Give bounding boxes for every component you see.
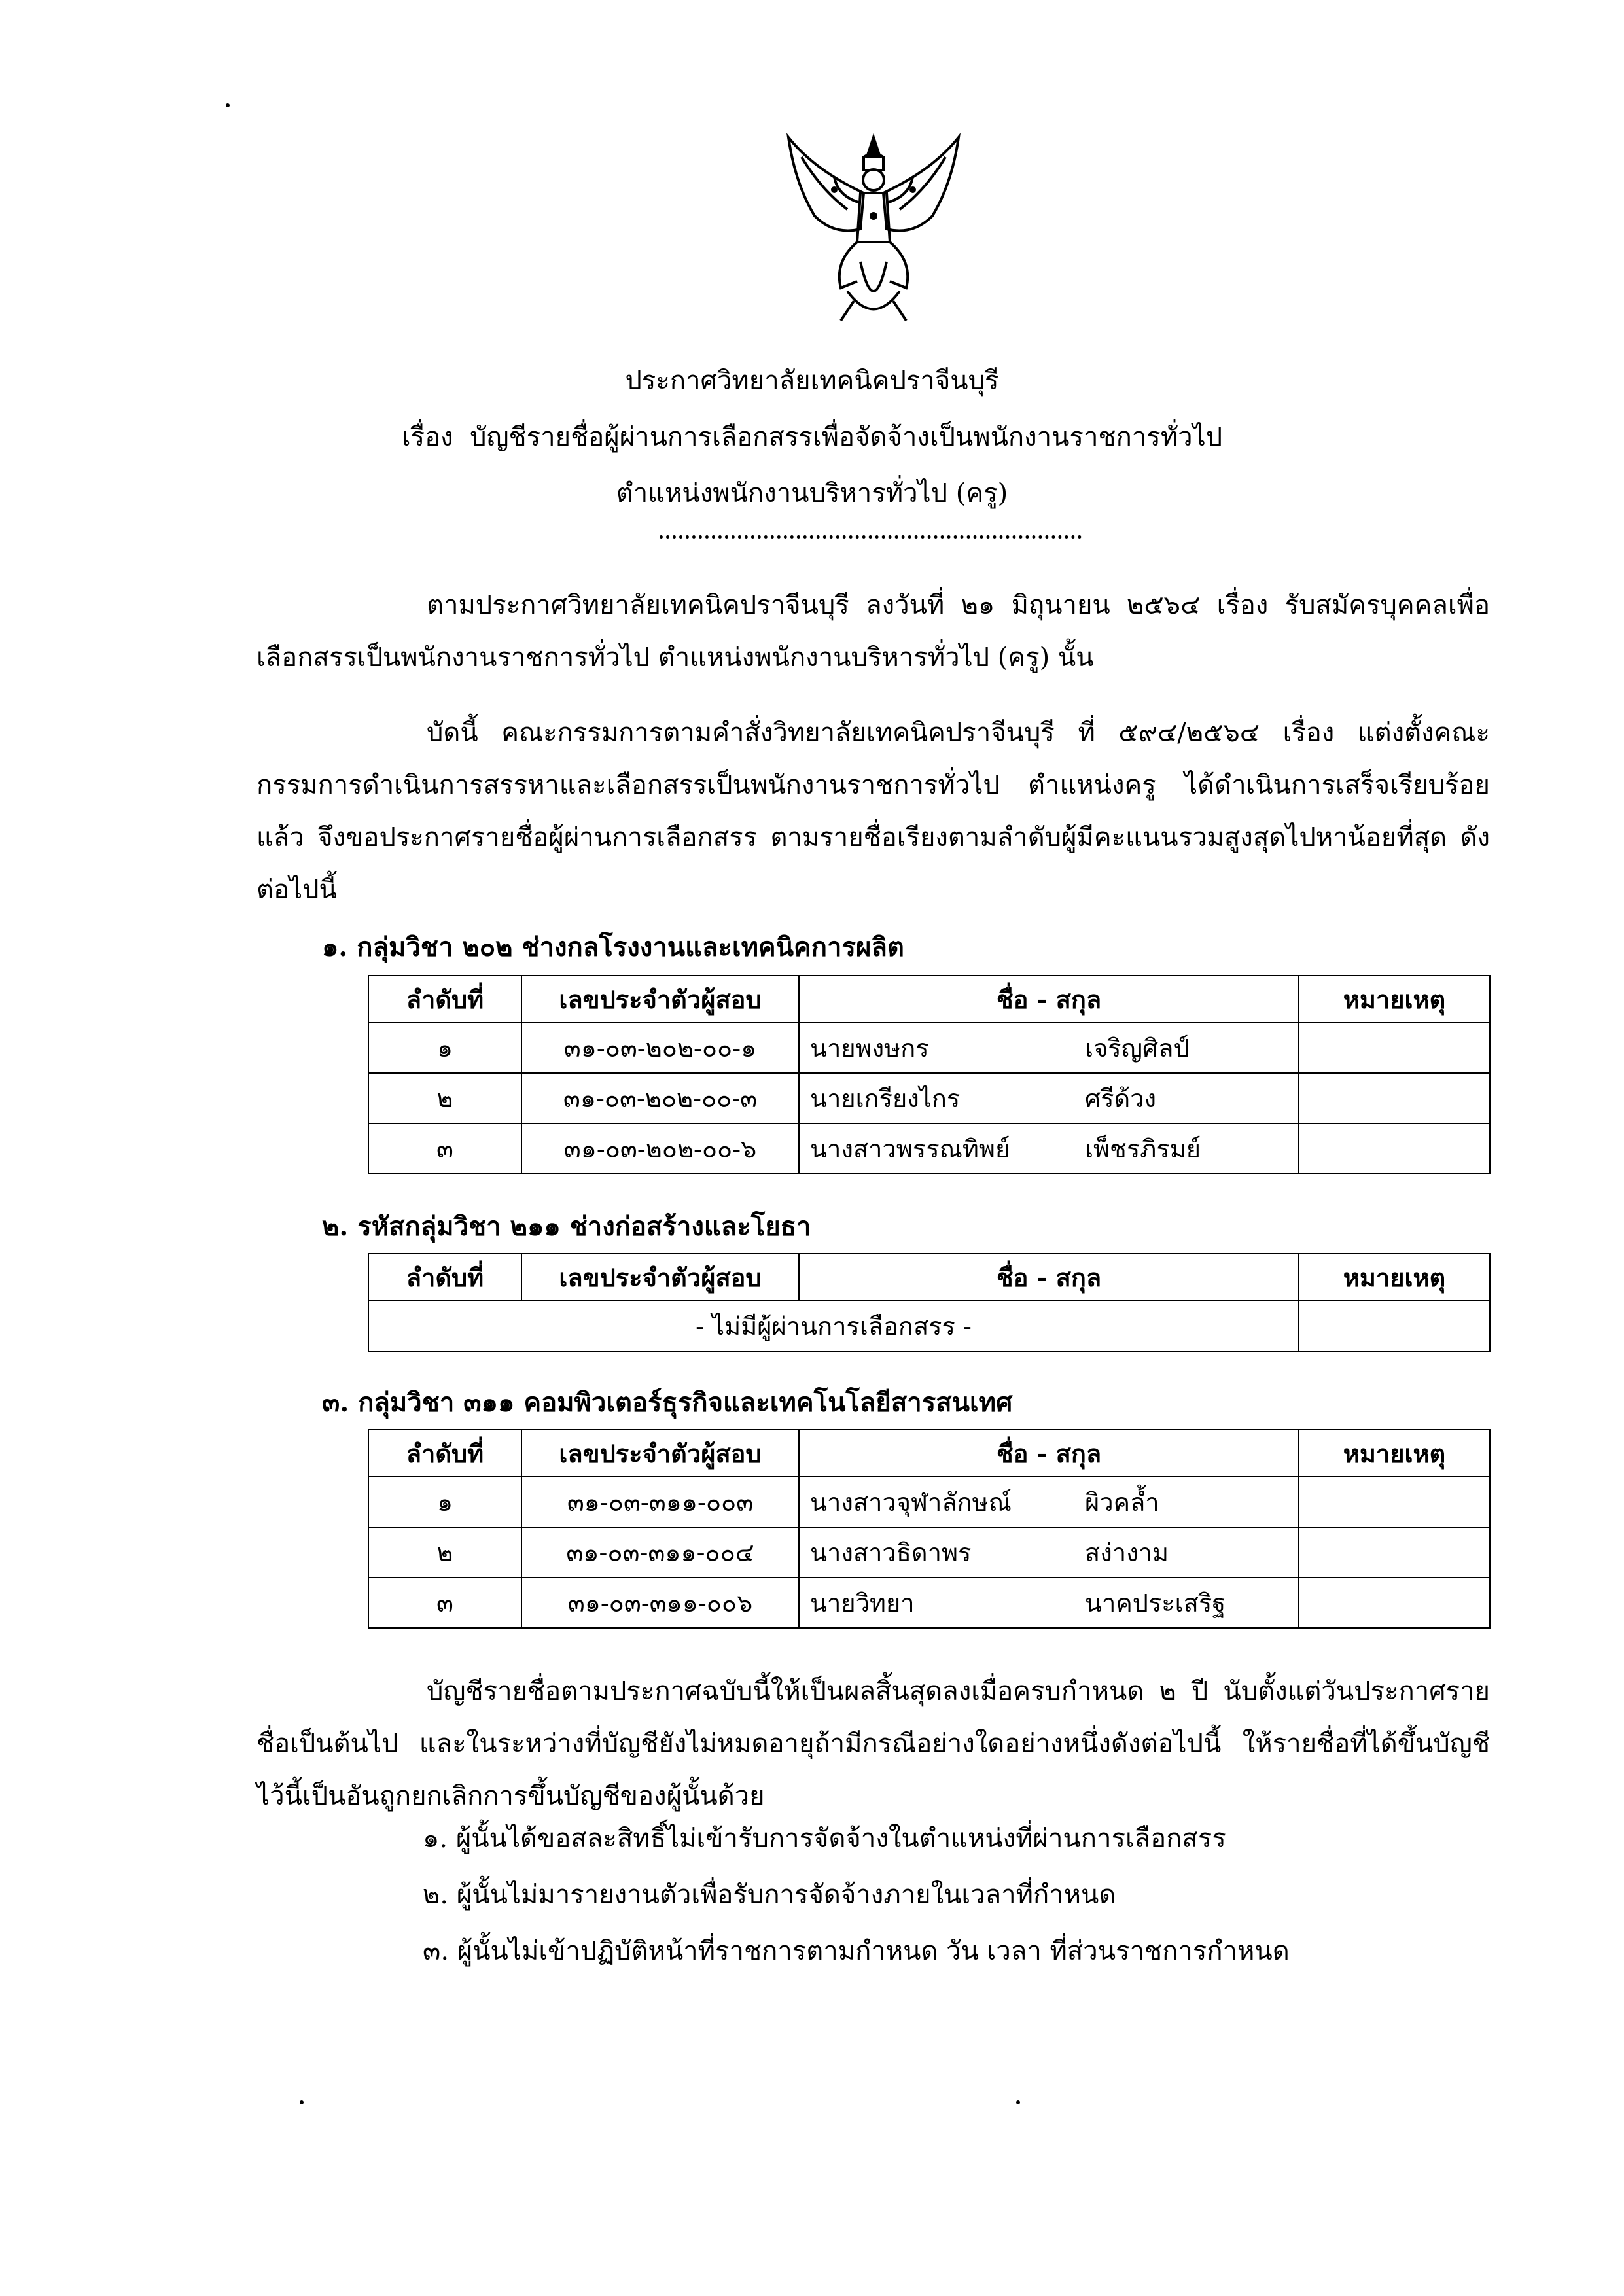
table-header-row: [368, 1430, 1490, 1477]
table-header-row: [368, 976, 1490, 1023]
table-row: [368, 1023, 1490, 1073]
header-remark: หมายเหตุ: [1299, 1430, 1490, 1477]
scan-speck: [226, 103, 230, 107]
cell-remark: [1299, 1578, 1490, 1628]
cell-exam-id: ๓๑-๐๓-๓๑๑-๐๐๓: [521, 1477, 799, 1527]
cell-exam-id: ๓๑-๐๓-๓๑๑-๐๐๔: [521, 1527, 799, 1578]
results-table-1: [368, 975, 1491, 1174]
no-candidates-text: - ไม่มีผู้ผ่านการเลือกสรร -: [368, 1301, 1299, 1351]
cell-exam-id: ๓๑-๐๓-๒๐๒-๐๐-๓: [521, 1073, 799, 1123]
header-order: ลำดับที่: [368, 976, 521, 1023]
cell-name: [799, 1578, 1299, 1628]
header-order: ลำดับที่: [368, 1430, 521, 1477]
header-exam-id: เลขประจำตัวผู้สอบ: [521, 1430, 799, 1477]
condition-item: ๒. ผู้นั้นไม่มารายงานตัวเพื่อรับการจัดจ้างภายในเวลาที่กำหนด: [423, 1880, 1116, 1910]
results-table-2: [368, 1253, 1491, 1352]
cell-order: ๓: [368, 1123, 521, 1174]
header-remark: หมายเหตุ: [1299, 1254, 1490, 1301]
section-heading-3: ๓. กลุ่มวิชา ๓๑๑ คอมพิวเตอร์ธุรกิจและเทคโนโลยีสารสนเทศ: [322, 1387, 1013, 1418]
first-name: นางสาวจุฬาลักษณ์: [810, 1488, 1012, 1517]
cell-order: ๒: [368, 1073, 521, 1123]
scan-speck: [300, 2100, 304, 2104]
table-row: [368, 1527, 1490, 1578]
last-name: นาคประเสริฐ: [1085, 1589, 1226, 1617]
section-heading-1: ๑. กลุ่มวิชา ๒๐๒ ช่างกลโรงงานและเทคนิคการผลิต: [322, 932, 904, 963]
cell-exam-id: ๓๑-๐๓-๓๑๑-๐๐๖: [521, 1578, 799, 1628]
dotted-divider: [660, 535, 1082, 539]
cell-name: [799, 1527, 1299, 1578]
announcement-title: ประกาศวิทยาลัยเทคนิคปราจีนบุรี: [625, 366, 999, 396]
cell-remark: [1299, 1123, 1490, 1174]
subject-label: เรื่อง: [401, 422, 453, 452]
cell-remark: [1299, 1527, 1490, 1578]
subject-text: บัญชีรายชื่อผู้ผ่านการเลือกสรรเพื่อจัดจ้างเป็นพนักงานราชการทั่วไป: [470, 422, 1223, 452]
table-row: [368, 1123, 1490, 1174]
last-name: สง่างาม: [1085, 1538, 1169, 1567]
last-name: เพ็ชรภิรมย์: [1085, 1135, 1201, 1163]
cell-remark: [1299, 1477, 1490, 1527]
first-name: นายวิทยา: [810, 1589, 915, 1617]
last-name: เจริญศิลป์: [1085, 1034, 1190, 1063]
header-name: ชื่อ - สกุล: [799, 1254, 1299, 1301]
cell-name: [799, 1477, 1299, 1527]
table-row: [368, 1073, 1490, 1123]
cell-exam-id: ๓๑-๐๓-๒๐๒-๐๐-๖: [521, 1123, 799, 1174]
paragraph-intro: ตามประกาศวิทยาลัยเทคนิคปราจีนบุรี ลงวันที่ ๒๑ มิถุนายน ๒๕๖๔ เรื่อง รับสมัครบุคคลเพื่อเลือกสรรเป็นพนักงานราชการทั่วไป ตำแหน่งพนักงานบริหารทั่วไป (ครู) นั้น: [256, 590, 1490, 673]
results-table-3: [368, 1429, 1491, 1629]
paragraph-committee: บัดนี้ คณะกรรมการตามคำสั่งวิทยาลัยเทคนิคปราจีนบุรี ที่ ๕๙๔/๒๕๖๔ เรื่อง แต่งตั้งคณะกรรมการดำเนินการสรรหาและเลือกสรรเป็นพนักงานราชการทั่วไป ตำแหน่งครู ได้ดำเนินการเสร็จเรียบร้อยแล้ว จึงขอประกาศรายชื่อผู้ผ่านการเลือกสรร ตามรายชื่อเรียงตามลำดับผู้มีคะแนนรวมสูงสุดไปหาน้อยที่สุด ดังต่อไปนี้: [256, 718, 1490, 905]
section-heading-2: ๒. รหัสกลุ่มวิชา ๒๑๑ ช่างก่อสร้างและโยธา: [322, 1211, 811, 1242]
cell-order: ๓: [368, 1578, 521, 1628]
header-remark: หมายเหตุ: [1299, 976, 1490, 1023]
table-header-row: [368, 1254, 1490, 1301]
cell-remark: [1299, 1301, 1490, 1351]
cell-order: ๑: [368, 1477, 521, 1527]
first-name: นายเกรียงไกร: [810, 1084, 961, 1113]
cell-name: [799, 1123, 1299, 1174]
cell-name: [799, 1073, 1299, 1123]
cell-remark: [1299, 1073, 1490, 1123]
first-name: นางสาวธิดาพร: [810, 1538, 972, 1567]
first-name: นายพงษกร: [810, 1034, 929, 1063]
header-name: ชื่อ - สกุล: [799, 1430, 1299, 1477]
paragraph-validity: บัญชีรายชื่อตามประกาศฉบับนี้ให้เป็นผลสิ้นสุดลงเมื่อครบกำหนด ๒ ปี นับตั้งแต่วันประกาศรายชื่อเป็นต้นไป และในระหว่างที่บัญชียังไม่หมดอายุถ้ามีกรณีอย่างใดอย่างหนึ่งดังต่อไปนี้ ให้รายชื่อที่ได้ขึ้นบัญชีไว้นี้เป็นอันถูกยกเลิกการขึ้นบัญชีของผู้นั้นด้วย: [256, 1676, 1490, 1811]
header-exam-id: เลขประจำตัวผู้สอบ: [521, 976, 799, 1023]
table-row: [368, 1477, 1490, 1527]
table-row: [368, 1301, 1490, 1351]
last-name: ผิวคล้ำ: [1085, 1488, 1159, 1517]
garuda-emblem-icon: [775, 131, 972, 327]
header-name: ชื่อ - สกุล: [799, 976, 1299, 1023]
condition-item: ๑. ผู้นั้นได้ขอสละสิทธิ์ไม่เข้ารับการจัดจ้างในตำแหน่งที่ผ่านการเลือกสรร: [423, 1824, 1226, 1854]
first-name: นางสาวพรรณทิพย์: [810, 1135, 1010, 1163]
header-order: ลำดับที่: [368, 1254, 521, 1301]
scan-speck: [1016, 2100, 1020, 2104]
cell-name: [799, 1023, 1299, 1073]
cell-exam-id: ๓๑-๐๓-๒๐๒-๐๐-๑: [521, 1023, 799, 1073]
cell-order: ๑: [368, 1023, 521, 1073]
table-row: [368, 1578, 1490, 1628]
header-exam-id: เลขประจำตัวผู้สอบ: [521, 1254, 799, 1301]
announcement-subject: [0, 417, 1624, 457]
announcement-position: ตำแหน่งพนักงานบริหารทั่วไป (ครู): [616, 478, 1008, 508]
last-name: ศรีด้วง: [1085, 1084, 1157, 1113]
cell-order: ๒: [368, 1527, 521, 1578]
cell-remark: [1299, 1023, 1490, 1073]
condition-item: ๓. ผู้นั้นไม่เข้าปฏิบัติหน้าที่ราชการตามกำหนด วัน เวลา ที่ส่วนราชการกำหนด: [423, 1936, 1290, 1966]
